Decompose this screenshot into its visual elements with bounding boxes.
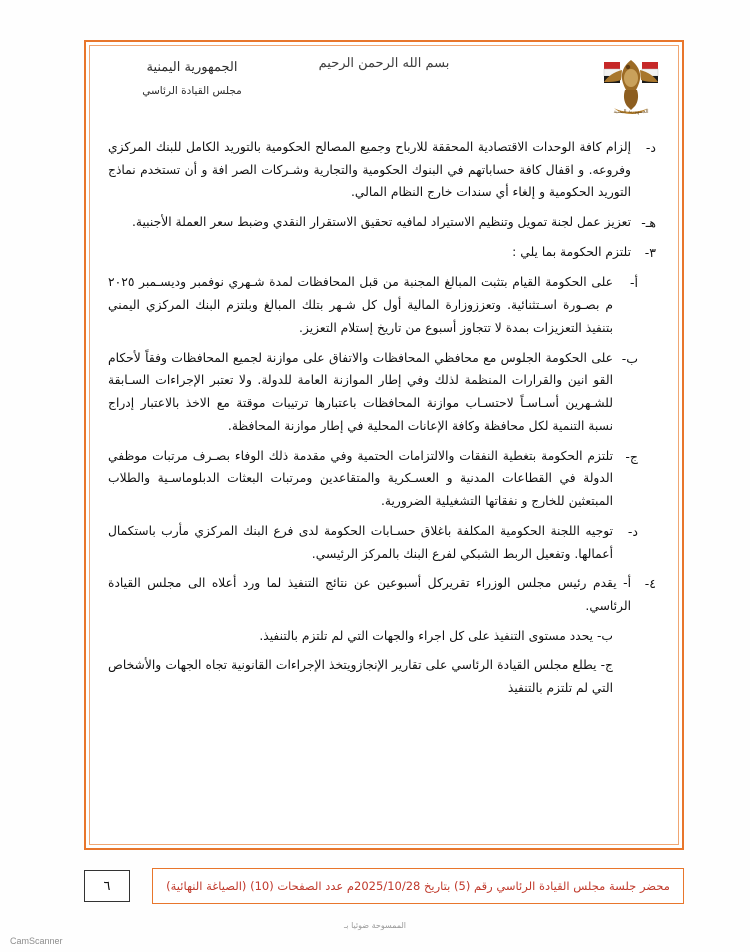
svg-text:الجمهورية اليمنية: الجمهورية اليمنية [613,109,649,115]
organization-heading [112,60,272,97]
paragraph-marker: ج- [625,448,638,464]
paragraph [108,241,656,264]
paragraph [108,625,638,648]
paragraph [108,520,638,565]
scan-watermark: الممسوحة ضوئيا بـ [343,921,407,930]
paragraph-text: أ- يقدم رئيس مجلس الوزراء تقريركل أسبوعين عن نتائج التنفيذ لما ورد أعلاه الى مجلس القيادة الرئاسي. [108,576,631,613]
paragraph [108,211,656,234]
paragraph-text: إلزام كافة الوحدات الاقتصادية المحققة للارباح وجميع المصالح الحكومية بالتوريد الكامل للبنك المركزي وفروعه. و اقفال كافة حساباتهم في البنوك الحكومية والتجارية وشـركات الصر افة و أن تستخدم نماذج التوريد الحكومية و إلغاء أي سندات خارج النظام المالي. [108,140,631,200]
paragraph-text: ب- يحدد مستوى التنفيذ على كل اجراء والجهات التي لم تلتزم بالتنفيذ. [259,628,613,643]
paragraph-text: على الحكومة القيام بتثبت المبالغ المجنبة من قبل المحافظات لمدة شـهري نوفمبر وديسـمبر ٢٠٢٥ م بصـورة اسـتثنائية. وتعززوزارة المالية أول كل شـهر بتلك المبالغ وبلتزم البنك المركزي اليمني بتنفيذ التعزيزات بمدة لا تتجاوز أسبوع من تاريخ إستلام التعزيز. [108,275,613,335]
paragraph-marker: ب- [621,350,638,366]
basmala-text: بسم الله الرحمن الرحيم [318,56,450,71]
footer-caption-box [152,868,684,904]
page-number-box: ٦ [84,870,130,902]
paragraph [108,654,638,699]
document-body [86,134,682,700]
footer-band [84,868,684,906]
paragraph-text: على الحكومة الجلوس مع محافظي المحافظات والاتفاق على موازنة لجميع المحافظات وفقاً لأحكام القو انين والقرارات المنظمة لذلك وفي إطار الموازنة العامة للدولة. ولا تعتبر الإجراءات السـابقة للشـهرين أسـاسـاً لاحتسـاب موازنة المحافظات باعتبارها ترتيبات موقتة مع الاخذ بالاعتبار إدراج نسبة التنمية لكل محافظة وكافة الإعانات المحلية في إطار موازنة المحافظة. [108,350,613,433]
paragraph-marker: ٣- [644,245,656,261]
paragraph [108,136,656,204]
camscanner-watermark: CamScanner [10,936,63,946]
paragraph-marker: د- [627,523,638,539]
paragraph-text: ج- يطلع مجلس القيادة الرئاسي على تقارير الإنجازويتخذ الإجراءات القانونية تجاه الجهات والأشخاص التي لم تلتزم بالتنفيذ [108,658,613,696]
document-header [86,42,682,134]
paragraph-text: تلتزم الحكومة بتغطية النفقات والالتزامات الحتمية وفي مقدمة ذلك الوفاء بصـرف مرتبات موظفي الدولة في القطاعات المدنية و العسـكرية والمتقاعدين ومرتبات البعثات الدبلوماسـية والطلاب المبتعثين للخارج و نفقاتها التشغيلية الضرورية. [108,448,613,509]
document-frame [84,40,684,850]
footer-caption: محضر جلسة مجلس القيادة الرئاسي رقم (5) بتاريخ 2025/10/28م عدد الصفحات (10) (الصياغة النهائية) [166,879,670,893]
paragraph-marker: أ- [630,275,638,291]
paragraph-marker: د- [645,140,656,155]
paragraph [108,271,638,339]
paragraph [108,445,638,513]
paragraph-text: تعزيز عمل لجنة تمويل وتنظيم الاستيراد لمافيه تحقيق الاستقرار النقدي وضبط سعر العملة الأجنبية. [131,215,631,230]
paragraph-marker: ٤- [644,576,656,592]
paragraph-marker: هـ- [641,215,656,231]
paragraph [108,347,638,438]
paragraph [108,572,656,617]
organization-subtitle: مجلس القيادة الرئاسي [142,85,242,97]
paragraph-text: توجيه اللجنة الحكومية المكلفة باغلاق حسـابات الحكومة لدى فرع البنك المركزي مأرب باستكمال أعمالها. وتفعيل الربط الشبكي لفرع البنك بالمركز الرئيسي. [108,523,613,561]
paragraph-text: تلتزم الحكومة بما يلي : [512,245,631,260]
organization-name: الجمهورية اليمنية [146,60,238,75]
